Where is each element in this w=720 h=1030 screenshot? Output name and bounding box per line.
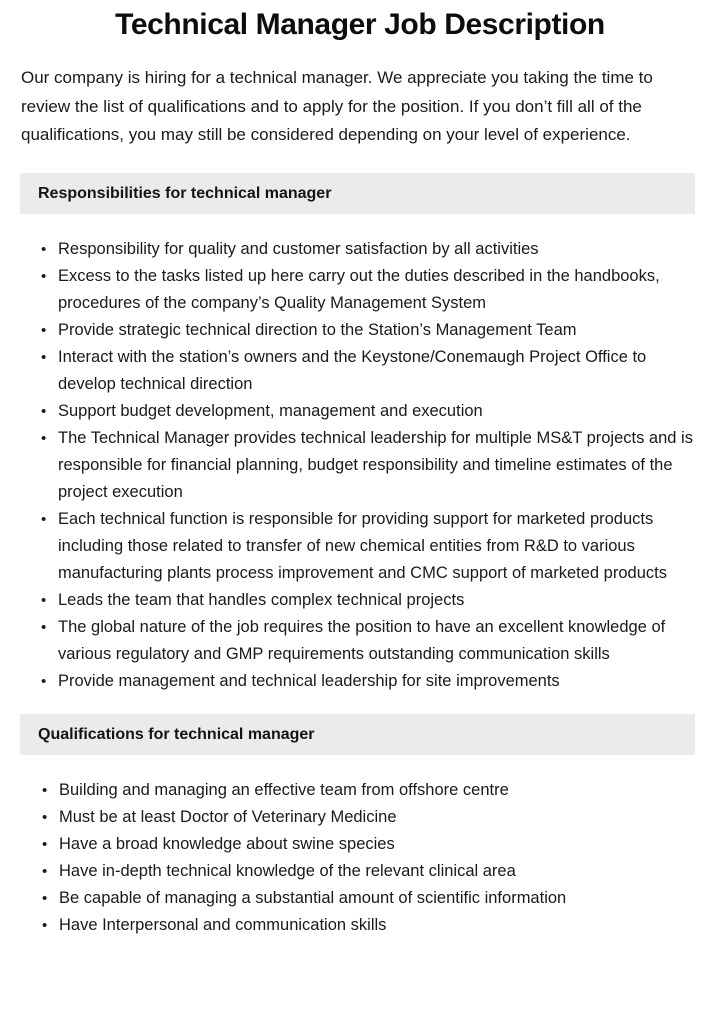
- list-item: • Be capable of managing a substantial amount of scientific information: [0, 885, 720, 912]
- responsibilities-list: [0, 214, 720, 695]
- intro-paragraph: Our company is hiring for a technical manager. We appreciate you taking the time to review the list of qualifications and to apply for the position. If you don’t fill all of the qualifications, you may still be considered depending on your level of experience.: [21, 68, 653, 144]
- qualifications-list: [0, 755, 720, 939]
- list-item: • The Technical Manager provides technical leadership for multiple MS&T projects and is responsible for financial planning, budget responsibility and timeline estimates of the project execution: [0, 425, 720, 506]
- list-item: • Leads the team that handles complex technical projects: [0, 587, 720, 614]
- section-heading-qualifications: Qualifications for technical manager: [20, 714, 695, 755]
- list-item: • Support budget development, management and execution: [0, 398, 720, 425]
- list-item: • Have Interpersonal and communication skills: [0, 912, 720, 939]
- section-qualifications: [0, 714, 720, 939]
- list-item: • Provide management and technical leadership for site improvements: [0, 668, 720, 695]
- list-item: • Building and managing an effective team from offshore centre: [0, 777, 720, 804]
- section-heading-responsibilities: Responsibilities for technical manager: [20, 173, 695, 214]
- page-title: Technical Manager Job Description: [115, 8, 605, 41]
- list-item: • Have a broad knowledge about swine species: [0, 831, 720, 858]
- list-item: • Each technical function is responsible for providing support for marketed products including those related to transfer of new chemical entities from R&D to various manufacturing plants process improvement and CMC support of marketed products: [0, 506, 720, 587]
- section-responsibilities: [0, 173, 720, 695]
- list-item: • Have in-depth technical knowledge of the relevant clinical area: [0, 858, 720, 885]
- list-item: • Excess to the tasks listed up here carry out the duties described in the handbooks, procedures of the company’s Quality Management System: [0, 263, 720, 317]
- list-item: • Provide strategic technical direction to the Station’s Management Team: [0, 317, 720, 344]
- list-item: • Responsibility for quality and customer satisfaction by all activities: [0, 236, 720, 263]
- list-item: • The global nature of the job requires the position to have an excellent knowledge of various regulatory and GMP requirements outstanding communication skills: [0, 614, 720, 668]
- list-item: • Must be at least Doctor of Veterinary Medicine: [0, 804, 720, 831]
- list-item: • Interact with the station’s owners and the Keystone/Conemaugh Project Office to develop technical direction: [0, 344, 720, 398]
